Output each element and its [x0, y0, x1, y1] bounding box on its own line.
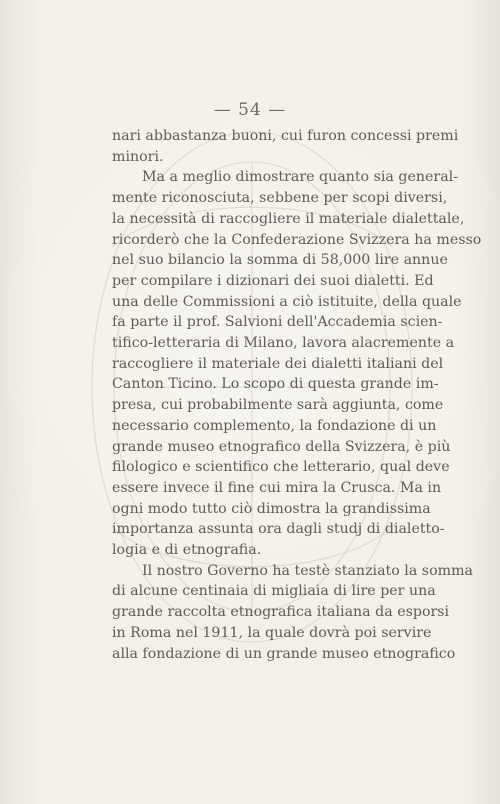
- text-line: necessario complemento, la fondazione di un: [112, 417, 437, 434]
- text-line: ricorderò che la Confederazione Svizzera ha messo: [112, 231, 482, 248]
- text-line: una delle Commissioni a ciò istituite, della quale: [112, 293, 462, 310]
- text-line: logia e di etnografia.: [112, 542, 262, 559]
- text-line: ogni modo tutto ciò dimostra la grandissima: [112, 500, 431, 517]
- body-text: [112, 126, 482, 664]
- text-line: grande raccolta etnografica italiana da esporsi: [112, 604, 450, 621]
- text-line: essere invece il fine cui mira la Crusca. Ma in: [112, 479, 442, 496]
- text-line: nari abbastanza buoni, cui furon concessi premi: [112, 128, 459, 144]
- text-line: presa, cui probabilmente sarà aggiunta, come: [112, 397, 444, 414]
- text-line: nel suo bilancio la somma di 58,000 lire annue: [112, 252, 448, 269]
- text-line: grande museo etnografico della Svizzera, è più: [112, 438, 451, 455]
- text-line: Il nostro Governo ha testè stanziato la somma: [142, 562, 473, 579]
- text-line: minori.: [112, 148, 164, 165]
- text-line: tifico-letteraria di Milano, lavora alacremente a: [112, 335, 455, 352]
- page-number: — 54 —: [213, 100, 287, 120]
- text-line: fa parte il prof. Salvioni dell'Accademia scien-: [112, 314, 443, 331]
- text-line: per compilare i dizionari dei suoi dialetti. Ed: [112, 272, 434, 289]
- text-line: importanza assunta ora dagli studj di dialetto-: [112, 521, 445, 538]
- text-line: di alcune centinaia di migliaia di lire per una: [112, 583, 436, 600]
- text-line: in Roma nel 1911, la quale dovrà poi servire: [112, 624, 432, 641]
- text-line: filologico e scientifico che letterario, qual deve: [112, 459, 450, 476]
- text-line: la necessità di raccogliere il materiale dialettale,: [112, 210, 465, 227]
- text-line: mente riconosciuta, sebbene per scopi diversi,: [112, 190, 448, 207]
- text-line: raccogliere il materiale dei dialetti italiani del: [112, 355, 444, 372]
- text-line: alla fondazione di un grande museo etnografico: [112, 645, 456, 662]
- text-line: Ma a meglio dimostrare quanto sia general-: [142, 169, 458, 186]
- text-line: Canton Ticino. Lo scopo di questa grande im-: [112, 376, 439, 393]
